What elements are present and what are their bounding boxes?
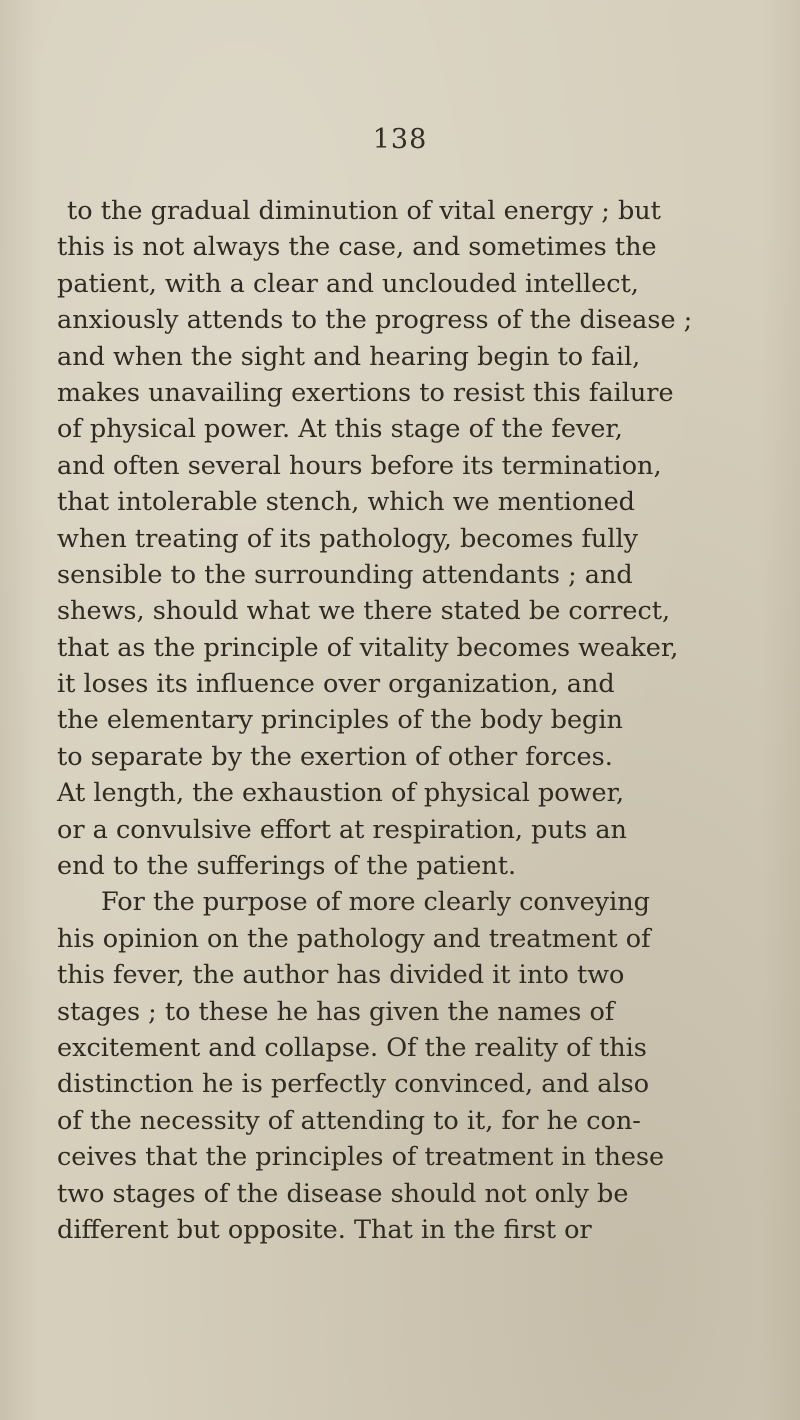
text-line: to separate by the exertion of other forces. — [57, 741, 613, 772]
page-number: 138 — [372, 124, 428, 155]
text-line: makes unavailing exertions to resist this failure — [57, 377, 674, 408]
text-line: shews, should what we there stated be correct, — [57, 596, 671, 627]
text-line: excitement and collapse. Of the reality of this — [57, 1032, 647, 1063]
text-line: two stages of the disease should not only be — [57, 1178, 629, 1209]
text-line: that intolerable stench, which we mentioned — [57, 487, 636, 518]
text-line: his opinion on the pathology and treatment of — [57, 923, 651, 954]
text-line: ceives that the principles of treatment in these — [57, 1142, 665, 1173]
text-line: different but opposite. That in the first or — [57, 1214, 592, 1245]
text-line: or a convulsive effort at respiration, puts an — [57, 814, 627, 845]
text-line: this is not always the case, and sometimes the — [57, 232, 657, 263]
text-line: and when the sight and hearing begin to fail, — [57, 341, 641, 372]
text-line: and often several hours before its termination, — [57, 450, 662, 481]
text-line: distinction he is perfectly convinced, and also — [57, 1069, 650, 1100]
text-line: it loses its influence over organization, and — [57, 669, 615, 700]
text-line: this fever, the author has divided it into two — [57, 960, 625, 991]
text-line: stages ; to these he has given the names of — [57, 996, 615, 1027]
text-line: anxiously attends to the progress of the disease ; — [57, 305, 693, 336]
text-line: For the purpose of more clearly conveying — [101, 887, 650, 918]
text-line: that as the principle of vitality becomes weaker, — [57, 632, 679, 663]
text-line: end to the sufferings of the patient. — [57, 851, 517, 882]
body-text — [57, 193, 693, 1248]
text-line: of the necessity of attending to it, for he con- — [57, 1105, 641, 1136]
text-line: when treating of its pathology, becomes fully — [57, 523, 639, 554]
text-line: of physical power. At this stage of the fever, — [57, 414, 623, 445]
text-line: to the gradual diminution of vital energy ; but — [67, 196, 661, 226]
text-line: patient, with a clear and unclouded intellect, — [57, 268, 639, 299]
text-line: sensible to the surrounding attendants ; and — [57, 559, 633, 590]
text-line: the elementary principles of the body begin — [57, 705, 623, 736]
text-line: At length, the exhaustion of physical power, — [57, 778, 625, 809]
